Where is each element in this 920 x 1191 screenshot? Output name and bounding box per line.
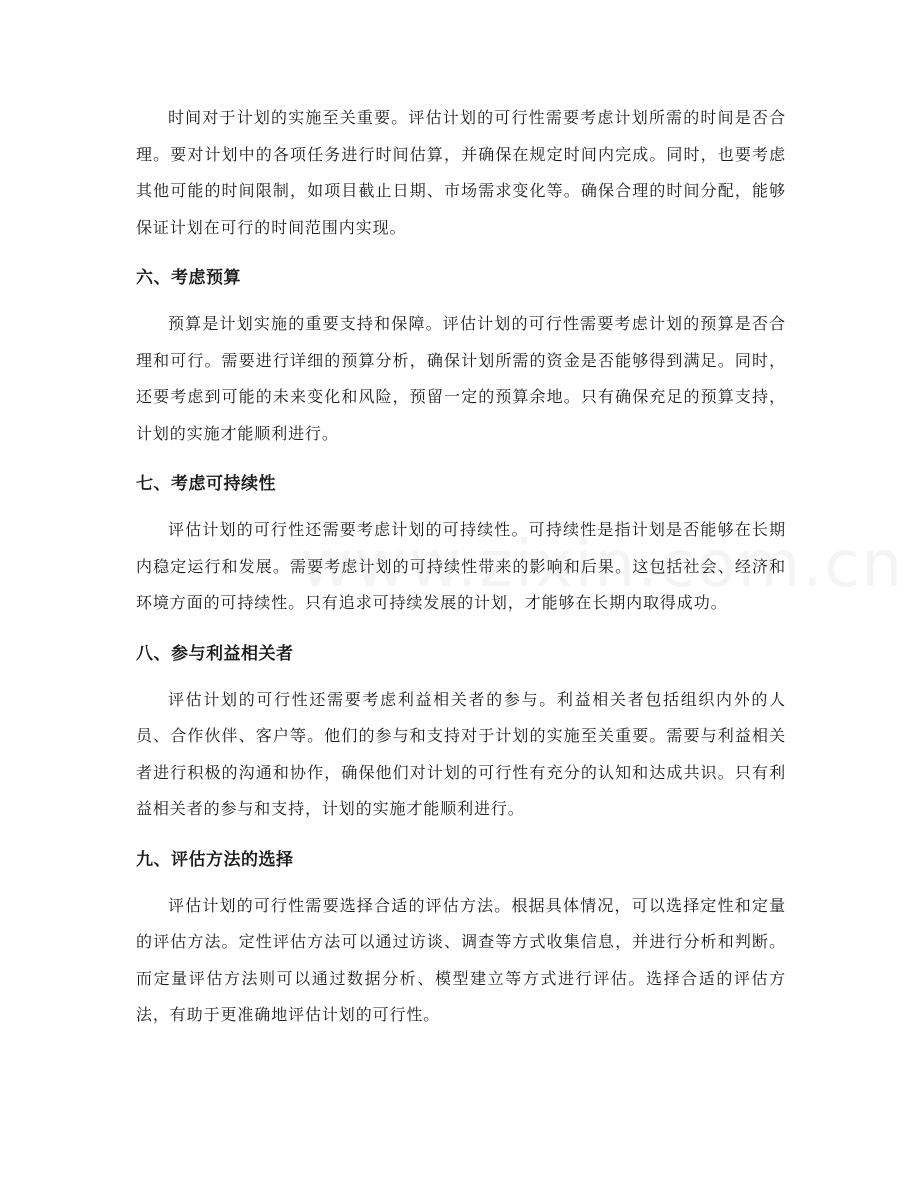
document-page	[136, 100, 786, 1034]
paragraph-sustainability: 评估计划的可行性还需要考虑计划的可持续性。可持续性是指计划是否能够在长期内稳定运行和发展。需要考虑计划的可持续性带来的影响和后果。这包括社会、经济和环境方面的可持续性。只有追求可持续发展的计划，才能够在长期内取得成功。	[136, 520, 786, 612]
paragraph-evaluation-methods: 评估计划的可行性需要选择合适的评估方法。根据具体情况，可以选择定性和定量的评估方法。定性评估方法可以通过访谈、调查等方式收集信息，并进行分析和判断。而定量评估方法则可以通过数据分析、模型建立等方式进行评估。选择合适的评估方法，有助于更准确地评估计划的可行性。	[136, 895, 786, 1024]
paragraph-stakeholders: 评估计划的可行性还需要考虑利益相关者的参与。利益相关者包括组织内外的人员、合作伙伴、客户等。他们的参与和支持对于计划的实施至关重要。需要与利益相关者进行积极的沟通和协作，确保他们对计划的可行性有充分的认知和达成共识。只有利益相关者的参与和支持，计划的实施才能顺利进行。	[136, 689, 786, 818]
heading-stakeholders: 八、参与利益相关者	[136, 643, 294, 664]
paragraph-time: 时间对于计划的实施至关重要。评估计划的可行性需要考虑计划所需的时间是否合理。要对计划中的各项任务进行时间估算，并确保在规定时间内完成。同时，也要考虑其他可能的时间限制，如项目截止日期、市场需求变化等。确保合理的时间分配，能够保证计划在可行的时间范围内实现。	[136, 108, 786, 237]
heading-budget: 六、考虑预算	[136, 268, 241, 288]
heading-evaluation-methods: 九、评估方法的选择	[136, 849, 294, 870]
heading-sustainability: 七、考虑可持续性	[136, 474, 276, 494]
paragraph-budget: 预算是计划实施的重要支持和保障。评估计划的可行性需要考虑计划的预算是否合理和可行。需要进行详细的预算分析，确保计划所需的资金是否能够得到满足。同时，还要考虑到可能的未来变化和风险，预留一定的预算余地。只有确保充足的预算支持，计划的实施才能顺利进行。	[136, 314, 786, 443]
